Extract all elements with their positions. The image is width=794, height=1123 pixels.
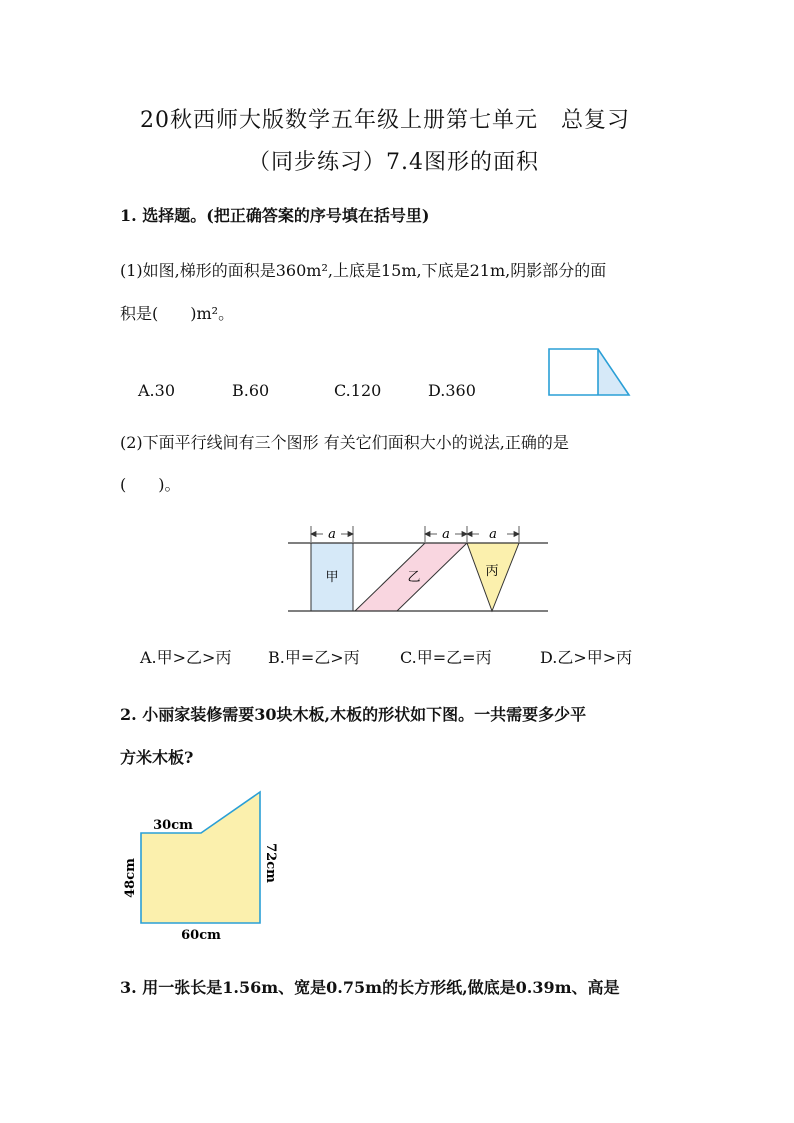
q2-text-line1: (2)下面平行线间有三个图形 有关它们面积大小的说法,正确的是 [120,433,569,452]
q1-option-c: C.120 [334,381,382,400]
q2-option-b: B.甲=乙>丙 [268,648,360,667]
q1-option-d: D.360 [428,381,476,400]
label-top-30cm: 30cm [153,818,193,833]
label-jia: 甲 [325,570,339,585]
q1-text-line2: 积是( )m²。 [120,304,235,323]
q1-option-a: A.30 [138,381,175,400]
page-title: 20秋西师大版数学五年级上册第七单元 总复习 [140,108,630,133]
q1-text-line1: (1)如图,梯形的面积是360m²,上底是15m,下底是21m,阴影部分的面 [120,261,607,280]
label-left-48cm: 48cm [123,858,138,898]
question-1-heading: 1. 选择题。(把正确答案的序号填在括号里) [120,206,430,225]
board-shape [141,792,260,923]
label-a-3: a [489,527,497,542]
label-bottom-60cm: 60cm [181,928,221,943]
label-a-1: a [328,527,336,542]
q2-option-d: D.乙>甲>丙 [540,648,633,667]
question-2-line1: 2. 小丽家装修需要30块木板,木板的形状如下图。一共需要多少平 [120,705,587,724]
q2-option-a: A.甲>乙>丙 [140,648,232,667]
wood-board-figure [115,785,285,945]
label-yi: 乙 [407,570,421,585]
q1-option-b: B.60 [232,381,270,400]
label-bing: 丙 [485,564,499,579]
dimension-marks [311,526,519,542]
page-subtitle: （同步练习）7.4图形的面积 [248,150,539,175]
trapezoid-figure [545,345,635,401]
question-2-line2: 方米木板? [120,748,194,767]
q2-text-line2: ( )。 [120,475,181,494]
question-3-line1: 3. 用一张长是1.56m、宽是0.75m的长方形纸,做底是0.39m、高是 [120,978,620,997]
label-right-72cm: 72cm [263,843,278,883]
parallel-lines-figure [285,518,555,618]
q2-option-c: C.甲=乙=丙 [400,648,492,667]
label-a-2: a [442,527,450,542]
